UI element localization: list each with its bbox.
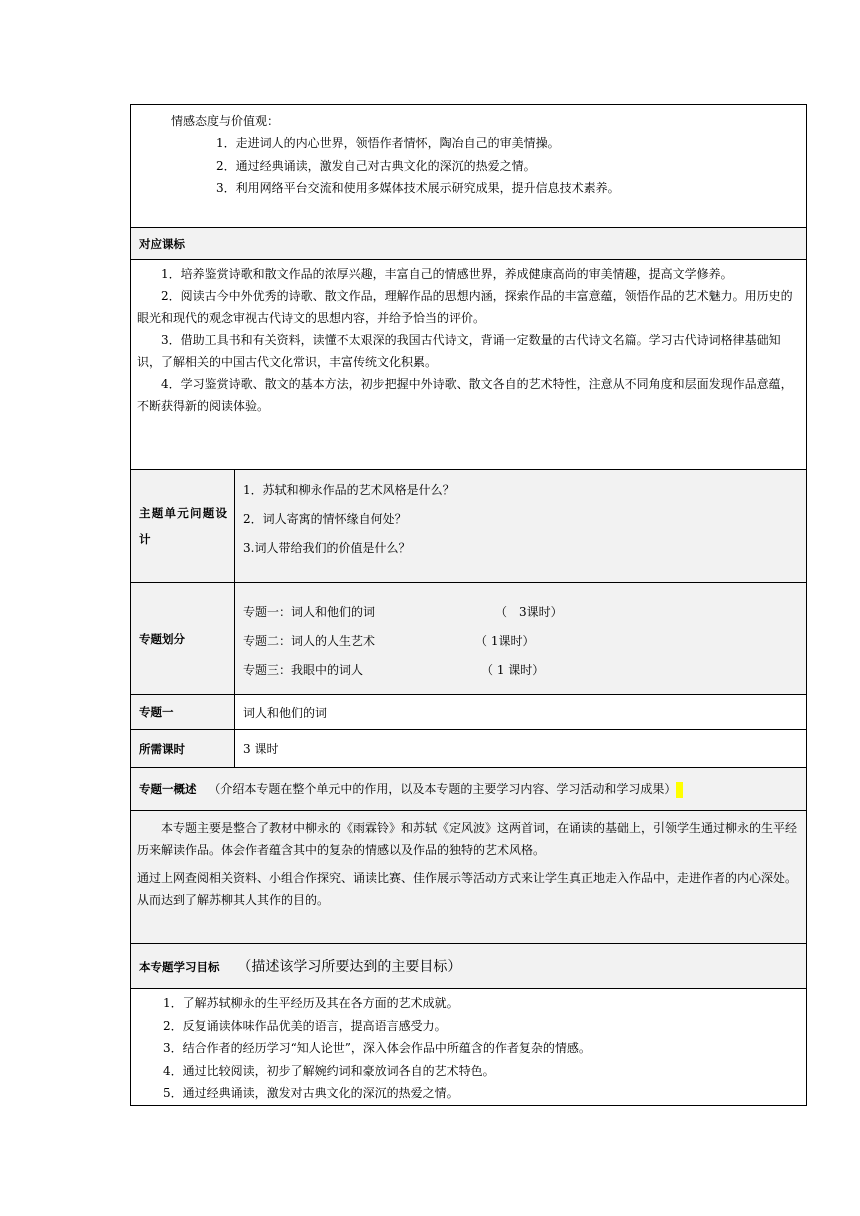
overview-note: （介绍本专题在整个单元中的作用，以及本专题的主要学习内容、学习活动和学习成果）: [208, 782, 677, 797]
goal-item: 1．了解苏轼柳永的生平经历及其在各方面的艺术成就。: [163, 996, 459, 1010]
standards-body-row: [131, 260, 807, 470]
overview-heading-row: [131, 768, 807, 811]
overview-body-row: [131, 811, 807, 944]
highlight-mark: [676, 782, 683, 798]
goal-item: 4．通过比较阅读，初步了解婉约词和豪放词各自的艺术特色。: [163, 1063, 495, 1078]
list-item: 1．走进词人的内心世界，领悟作者情怀，陶冶自己的审美情操。: [216, 136, 560, 150]
emotion-values-row: [131, 105, 807, 228]
topics-row: [131, 583, 807, 695]
topics-label-cell: [131, 583, 235, 695]
topic-one-value-cell: [235, 695, 807, 730]
standards-paragraph: 1．培养鉴赏诗歌和散文作品的浓厚兴趣，丰富自己的情感世界，养成健康高尚的审美情趣，提高文学修养。: [161, 267, 733, 281]
emotion-values-cell: [131, 105, 807, 228]
overview-heading-cell: [131, 768, 807, 811]
questions-label: 主题单元问题设计: [139, 506, 227, 546]
goals-note: （描述该学习所要达到的主要目标）: [237, 959, 462, 975]
overview-paragraph: 通过上网查阅相关资料、小组合作探究、诵读比赛、佳作展示等活动方式来让学生真正地走入作品中，走进作者的内心深处。从而达到了解苏柳其人其作的目的。: [137, 871, 798, 907]
standards-heading-cell: [131, 228, 807, 260]
standards-paragraph: 3．借助工具书和有关资料，读懂不太艰深的我国古代诗文，背诵一定数量的古代诗文名篇。学习古代诗词格律基础知识，了解相关的中国古代文化常识，丰富传统文化积累。: [137, 333, 781, 369]
overview-paragraph: 本专题主要是整合了教材中柳永的《雨霖铃》和苏轼《定风波》这两首词，在诵读的基础上，引领学生通过柳永的生平经历来解读作品。体会作者蕴含其中的复杂的情感以及作品的独特的艺术风格。: [137, 821, 798, 857]
questions-content-cell: [235, 470, 807, 583]
questions-label-cell: [131, 470, 235, 583]
hours-label-cell: [131, 730, 235, 768]
goals-body-row: [131, 989, 807, 1106]
standards-paragraph: 4．学习鉴赏诗歌、散文的基本方法，初步把握中外诗歌、散文各自的艺术特性，注意从不同角度和层面发现作品意蕴，不断获得新的阅读体验。: [137, 377, 793, 413]
goals-heading-cell: [131, 944, 807, 989]
topic-one-label-cell: [131, 695, 235, 730]
hours-row: [131, 730, 807, 768]
hours-value-cell: [235, 730, 807, 768]
hours-value: 3 课时: [243, 742, 279, 756]
topic-hours: （ 1 课时）: [481, 663, 545, 677]
topics-content-cell: [235, 583, 807, 695]
topic-name: 专题二：词人的人生艺术: [243, 634, 376, 648]
topic-one-row: [131, 695, 807, 730]
question-item: 2．词人寄寓的情怀缘自何处？: [243, 512, 407, 526]
lesson-plan-table: [130, 104, 807, 1106]
emotion-values-list: [171, 132, 806, 200]
list-item: 2．通过经典诵读，激发自己对古典文化的深沉的热爱之情。: [216, 158, 536, 173]
overview-body-cell: [131, 811, 807, 944]
goal-item: 2．反复诵读体味作品优美的语言，提高语言感受力。: [163, 1018, 447, 1033]
questions-row: [131, 470, 807, 583]
topic-item: [243, 656, 806, 685]
topic-one-value: 词人和他们的词: [243, 705, 328, 720]
standards-heading: 对应课标: [139, 236, 185, 251]
emotion-values-heading: 情感态度与价值观：: [171, 114, 280, 128]
overview-heading: 专题一概述: [139, 782, 197, 797]
topic-item: [243, 627, 806, 656]
topic-one-label: 专题一: [139, 705, 174, 719]
topics-label: 专题划分: [139, 631, 185, 646]
standards-body-cell: [131, 260, 807, 470]
goal-item: 5．通过经典诵读，激发对古典文化的深沉的热爱之情。: [163, 1086, 459, 1100]
topic-name: 专题一：词人和他们的词: [243, 605, 376, 619]
lesson-plan-form: [130, 104, 806, 1106]
goals-heading-row: [131, 944, 807, 989]
goal-item: 3．结合作者的经历学习“知人论世”，深入体会作品中所蕴含的作者复杂的情感。: [163, 1041, 591, 1055]
topic-hours: （ 1课时）: [475, 634, 535, 648]
goals-body-cell: [131, 989, 807, 1106]
standards-paragraph: 2．阅读古今中外优秀的诗歌、散文作品，理解作品的思想内涵，探索作品的丰富意蕴，领悟作品的艺术魅力。用历史的眼光和现代的观念审视古代诗文的思想内容，并给予恰当的评价。: [137, 289, 793, 325]
topic-item: [243, 598, 806, 627]
hours-label: 所需课时: [139, 741, 185, 756]
topic-hours: （ 3课时）: [495, 605, 563, 619]
list-item: 3．利用网络平台交流和使用多媒体技术展示研究成果，提升信息技术素养。: [216, 181, 620, 195]
question-item: 1．苏轼和柳永作品的艺术风格是什么？: [243, 483, 455, 497]
topic-name: 专题三：我眼中的词人: [243, 663, 364, 677]
standards-heading-row: [131, 228, 807, 260]
question-item: 3.词人带给我们的价值是什么？: [243, 541, 411, 555]
goals-heading: 本专题学习目标: [139, 960, 220, 974]
